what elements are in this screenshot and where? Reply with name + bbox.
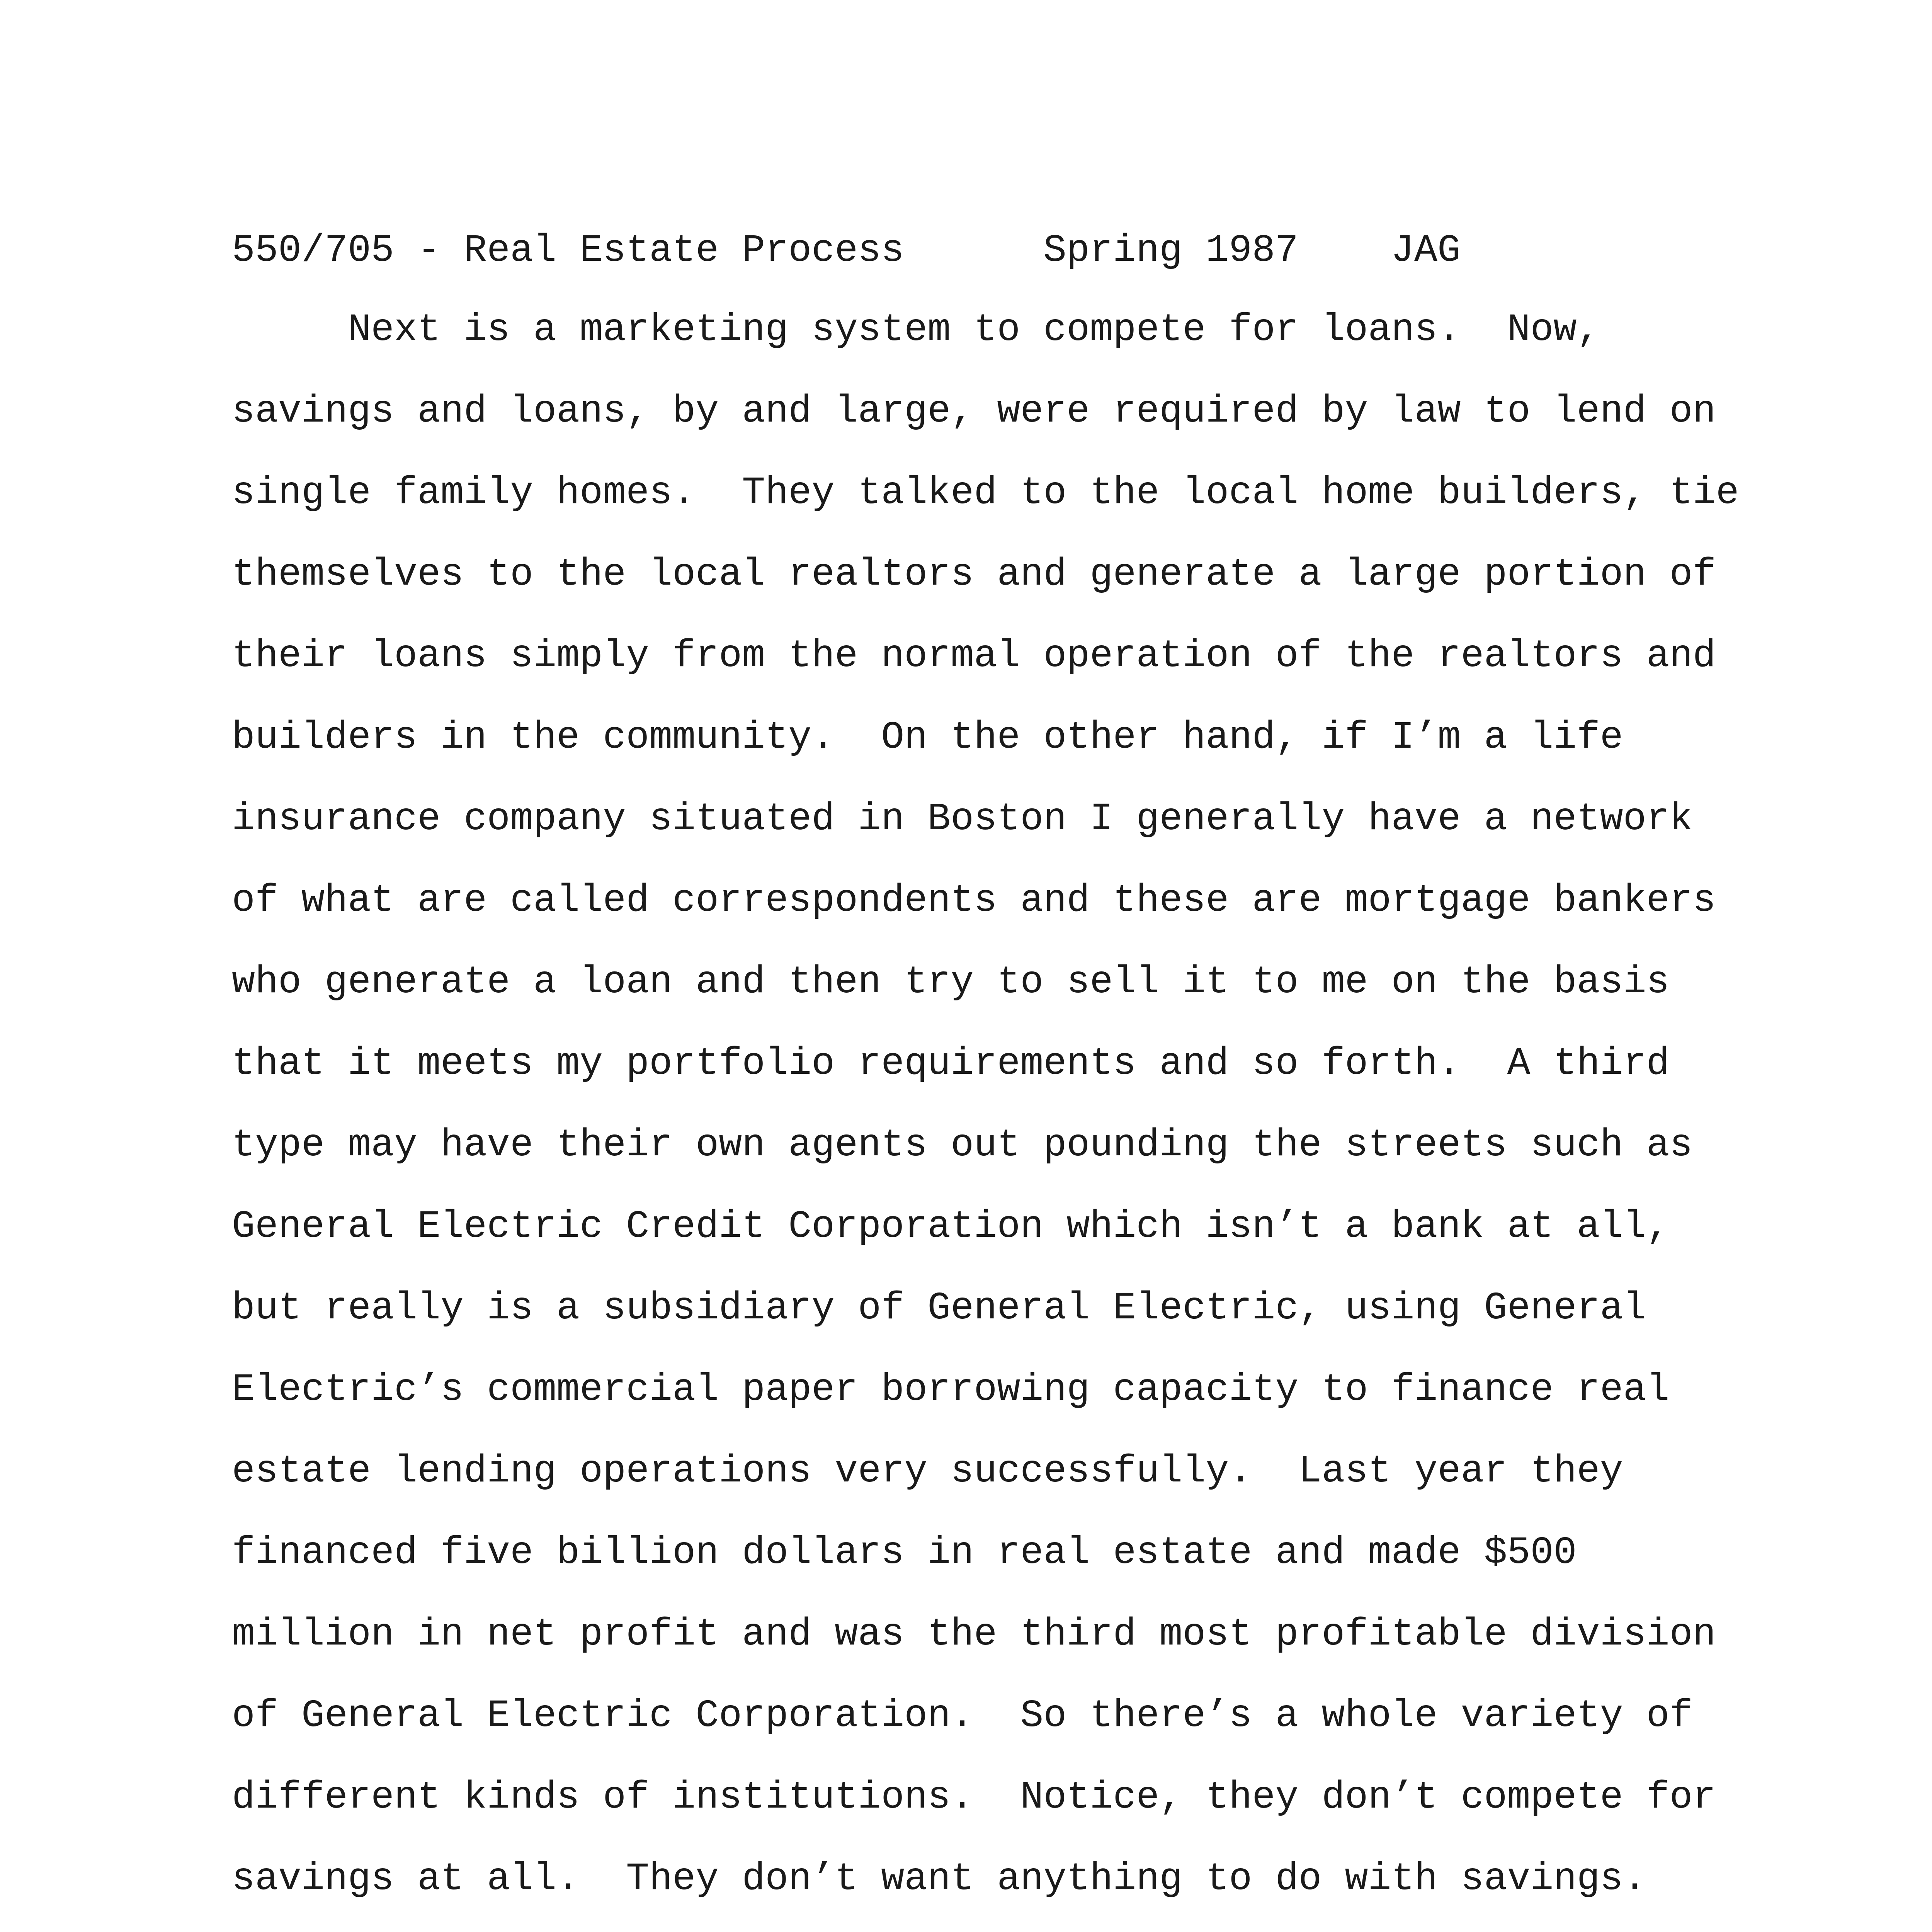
text-line: Next is a marketing system to compete for loans. Now, (348, 308, 1600, 352)
text-line: single family homes. They talked to the local home builders, tie (232, 471, 1739, 515)
text-line: Electric’s commercial paper borrowing capacity to finance real (232, 1368, 1670, 1412)
term-label: Spring 1987 (1043, 229, 1299, 273)
text-line: their loans simply from the normal operation of the realtors and (232, 634, 1716, 678)
text-line: builders in the community. On the other hand, if I’m a life (232, 716, 1623, 760)
text-line: of what are called correspondents and these are mortgage bankers (232, 879, 1716, 923)
text-line: General Electric Credit Corporation which isn’t a bank at all, (232, 1205, 1670, 1249)
text-line: savings and loans, by and large, were required by law to lend on (232, 390, 1716, 434)
course-title: 550/705 - Real Estate Process (232, 229, 905, 273)
text-line: that it meets my portfolio requirements and so forth. A third (232, 1042, 1670, 1086)
text-line: savings at all. They don’t want anything to do with savings. (232, 1857, 1646, 1901)
text-line: insurance company situated in Boston I generally have a network (232, 798, 1693, 841)
text-line: type may have their own agents out pounding the streets such as (232, 1124, 1693, 1167)
text-line: but really is a subsidiary of General Electric, using General (232, 1287, 1646, 1330)
author-initials: JAG (1391, 229, 1461, 273)
text-line: who generate a loan and then try to sell it to me on the basis (232, 961, 1670, 1004)
page-header (232, 226, 1461, 276)
text-line: estate lending operations very successfully. Last year they (232, 1450, 1623, 1493)
text-line: different kinds of institutions. Notice, they don’t compete for (232, 1776, 1716, 1820)
text-line: financed five billion dollars in real estate and made $500 (232, 1531, 1577, 1575)
text-line: million in net profit and was the third most profitable division (232, 1613, 1716, 1656)
body-text (232, 305, 1777, 1932)
text-line: of General Electric Corporation. So there’s a whole variety of (232, 1694, 1693, 1738)
text-line: themselves to the local realtors and generate a large portion of (232, 553, 1716, 597)
